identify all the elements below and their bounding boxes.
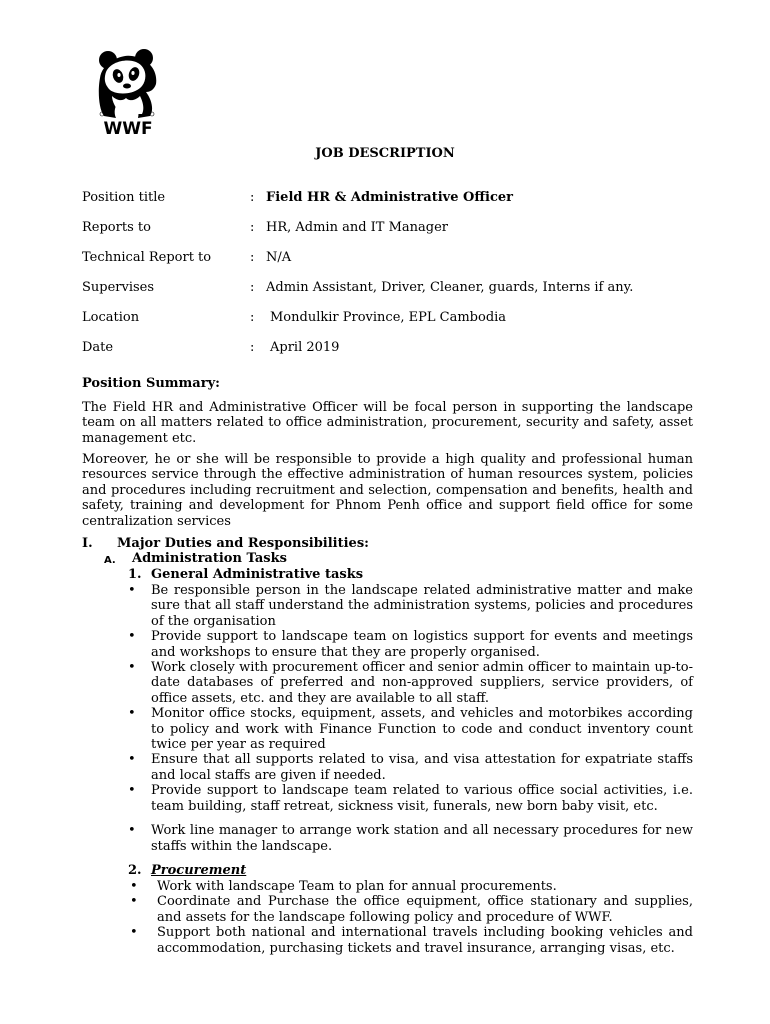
bullet-icon: • <box>130 894 138 910</box>
field-label: Location <box>82 310 140 325</box>
bullet-icon: • <box>128 583 136 598</box>
general-admin-bullet-list <box>128 583 693 854</box>
bullet-item <box>128 706 693 753</box>
item-number: 2. <box>128 863 142 878</box>
bullet-icon: • <box>128 629 136 645</box>
bullet-text: Work closely with procurement officer and senior admin officer to maintain up-to-date databases of preferred and non-approved suppliers, service providers, of office assets, etc. and they are available to all staff. <box>151 660 693 706</box>
bullet-text: Coordinate and Purchase the office equipment, office stationary and supplies, and assets for the landscape following policy and procedure of WWF. <box>157 894 693 925</box>
field-value: April 2019 <box>270 340 340 355</box>
bullet-text: Monitor office stocks, equipment, assets, and vehicles and motorbikes according to policy and work with Finance Function to code and conduct inventory count twice per year as required <box>151 706 693 753</box>
field-value: Mondulkir Province, EPL Cambodia <box>270 310 507 325</box>
bullet-item <box>130 925 693 956</box>
field-value: Field HR & Administrative Officer <box>266 190 513 205</box>
bullet-text: Be responsible person in the landscape related administrative matter and make sure that all staff understand the administration systems, policies and procedures of the organisation <box>151 583 693 629</box>
bullet-icon: • <box>128 660 136 676</box>
field-value: HR, Admin and IT Manager <box>266 220 449 235</box>
summary-paragraph-2: Moreover, he or she will be responsible to provide a high quality and professional human resources service through the effective administration of human resources system, policies and procedures including recruitment and selection, compensation and benefits, health and safety, training and development for Phnom Penh office and support field office for some centralization services <box>82 452 693 529</box>
bullet-icon: • <box>130 925 138 941</box>
bullet-item <box>130 879 693 894</box>
item-heading: Procurement <box>151 863 247 878</box>
bullet-item <box>128 752 693 783</box>
bullet-text: Work with landscape Team to plan for annual procurements. <box>157 879 557 894</box>
subsection-heading: Administration Tasks <box>132 551 287 566</box>
field-colon: : <box>250 280 255 295</box>
summary-paragraph-1: The Field HR and Administrative Officer will be focal person in supporting the landscape team on all matters related to office administration, procurement, security and safety, asset management etc. <box>82 400 693 446</box>
field-value: N/A <box>266 250 292 265</box>
field-colon: : <box>250 250 255 265</box>
bullet-icon: • <box>128 783 136 799</box>
summary-heading: Position Summary: <box>82 376 220 391</box>
bullet-item <box>128 783 693 814</box>
field-colon: : <box>250 310 255 325</box>
bullet-item <box>128 629 693 660</box>
field-value: Admin Assistant, Driver, Cleaner, guards, Interns if any. <box>266 280 634 295</box>
bullet-item <box>128 583 693 629</box>
field-colon: : <box>250 190 255 205</box>
bullet-icon: • <box>128 706 136 722</box>
field-label: Date <box>82 340 114 355</box>
field-colon: : <box>250 220 255 235</box>
field-colon: : <box>250 340 255 355</box>
item-number: 1. <box>128 567 142 582</box>
item-heading: General Administrative tasks <box>151 567 364 582</box>
section-number: I. <box>82 536 93 551</box>
bullet-icon: • <box>128 752 136 768</box>
bullet-text: Provide support to landscape team related to various office social activities, i.e. team building, staff retreat, sickness visit, funerals, new born baby visit, etc. <box>151 783 693 814</box>
logo-text: WWF <box>103 119 153 138</box>
subsection-letter: A. <box>104 555 116 566</box>
field-label: Position title <box>82 190 166 205</box>
wwf-panda-logo <box>92 48 164 138</box>
field-label: Reports to <box>82 220 151 235</box>
bullet-item <box>128 823 693 854</box>
bullet-text: Ensure that all supports related to visa, and visa attestation for expatriate staffs and local staffs are given if needed. <box>151 752 693 783</box>
bullet-icon: • <box>130 879 138 894</box>
bullet-item <box>128 660 693 706</box>
field-label: Supervises <box>82 280 155 295</box>
field-label: Technical Report to <box>82 250 212 265</box>
bullet-icon: • <box>128 823 136 839</box>
bullet-text: Provide support to landscape team on logistics support for events and meetings and workshops to ensure that they are properly organised. <box>151 629 693 660</box>
bullet-item <box>130 894 693 925</box>
procurement-bullet-list <box>130 879 693 956</box>
bullet-text: Support both national and international travels including booking vehicles and accommodation, purchasing tickets and travel insurance, arranging visas, etc. <box>157 925 693 956</box>
section-heading: Major Duties and Responsibilities: <box>117 536 369 551</box>
document-title: JOB DESCRIPTION <box>315 146 455 161</box>
bullet-text: Work line manager to arrange work station and all necessary procedures for new staffs within the landscape. <box>151 823 693 854</box>
